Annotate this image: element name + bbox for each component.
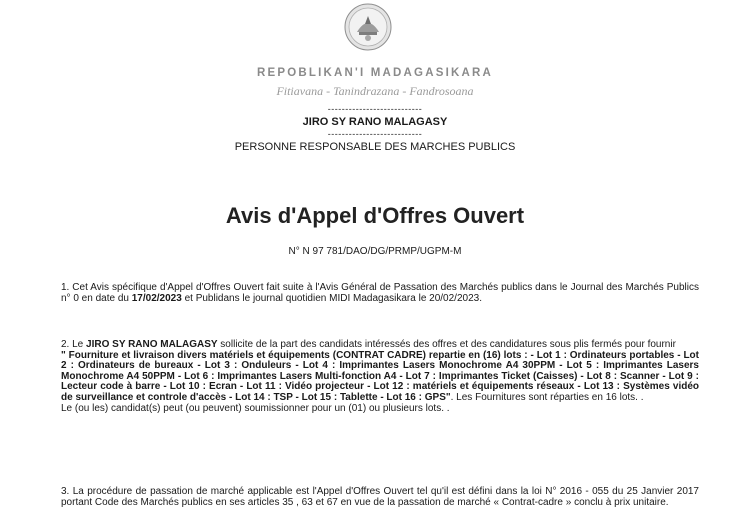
reference-number: N° N 97 781/DAO/DG/PRMP/UGPM-M — [288, 246, 462, 257]
paragraph-1-text-b: et Publidans le journal quotidien MIDI Madagasikara le 20/02/2023. — [181, 292, 482, 304]
organization-name: JIRO SY RANO MALAGASY — [302, 116, 448, 128]
paragraph-1-text-a: 1. Cet Avis spécifique d'Appel d'Offres Ouvert fait suite à l'Avis Général de Passation des Marchés publics dans le Journal des Marchés Publics n° 0 en date du — [61, 282, 699, 304]
paragraph-2-intro-a: 2. Le — [61, 339, 87, 350]
lots-description: " Fourniture et livraison divers matériels et équipements (CONTRAT CADRE) repartie en (16) lots : - Lot 1 : Ordinateurs portables - Lot 2 : Ordinateurs de bureaux - Lot 3 : Onduleurs - Lot 4 : Imprimantes Lasers Monochrome A4 30PPM - Lot 5 : Imprimantes Lasers Monochrome A4 50PPM - Lot 6 : Imprimantes Lasers Multi-fonction A4 - Lot 7 : Imprimantes Ticket (Caisses) - Lot 8 : Scanner - Lot 9 : Lecteur code à barre - Lot 10 : Ecran - Lot 11 : Vidéo projecteur - Lot 12 : matériels et équipements réseaux - Lot 13 : Systèmes vidéo de surveillance et controle d'accès - Lot 14 : TSP - Lot 15 : Tablette - Lot 16 : GPS" — [61, 349, 699, 403]
paragraph-2-intro-b: sollicite de la part des candidats intéressés des offres et des candidatures sous plis fermés pour fournir — [217, 339, 676, 350]
responsible-person-title: PERSONNE RESPONSABLE DES MARCHES PUBLICS — [234, 141, 516, 153]
republic-name: REPOBLIKAN'I MADAGASIKARA — [257, 67, 493, 79]
separator-top: --------------------------- — [327, 104, 423, 114]
publication-date: 17/02/2023 — [131, 292, 182, 304]
lots-tail: . Les Fournitures sont réparties en 16 lots. . — [450, 391, 644, 403]
separator-bottom: --------------------------- — [327, 129, 423, 139]
national-seal-emblem — [343, 2, 393, 52]
paragraph-2-organization: JIRO SY RANO MALAGASY — [86, 339, 218, 350]
paragraph-2 — [61, 340, 699, 414]
document-title: Avis d'Appel d'Offres Ouvert — [225, 203, 525, 228]
paragraph-1 — [61, 283, 699, 304]
candidates-note: Le (ou les) candidat(s) peut (ou peuvent) soumissionner pour un (01) ou plusieurs lots. . — [61, 402, 450, 414]
paragraph-3: 3. La procédure de passation de marché applicable est l'Appel d'Offres Ouvert tel qu'il est défini dans la loi N° 2016 - 055 du 25 Janvier 2017 portant Code des Marchés publics en ses articles 35 , 63 et 67 en vue de la passation de marché « Contrat-cadre » conclu à prix unitaire. — [61, 486, 699, 508]
national-motto: Fitiavana - Tanindrazana - Fandrosoana — [276, 84, 474, 98]
